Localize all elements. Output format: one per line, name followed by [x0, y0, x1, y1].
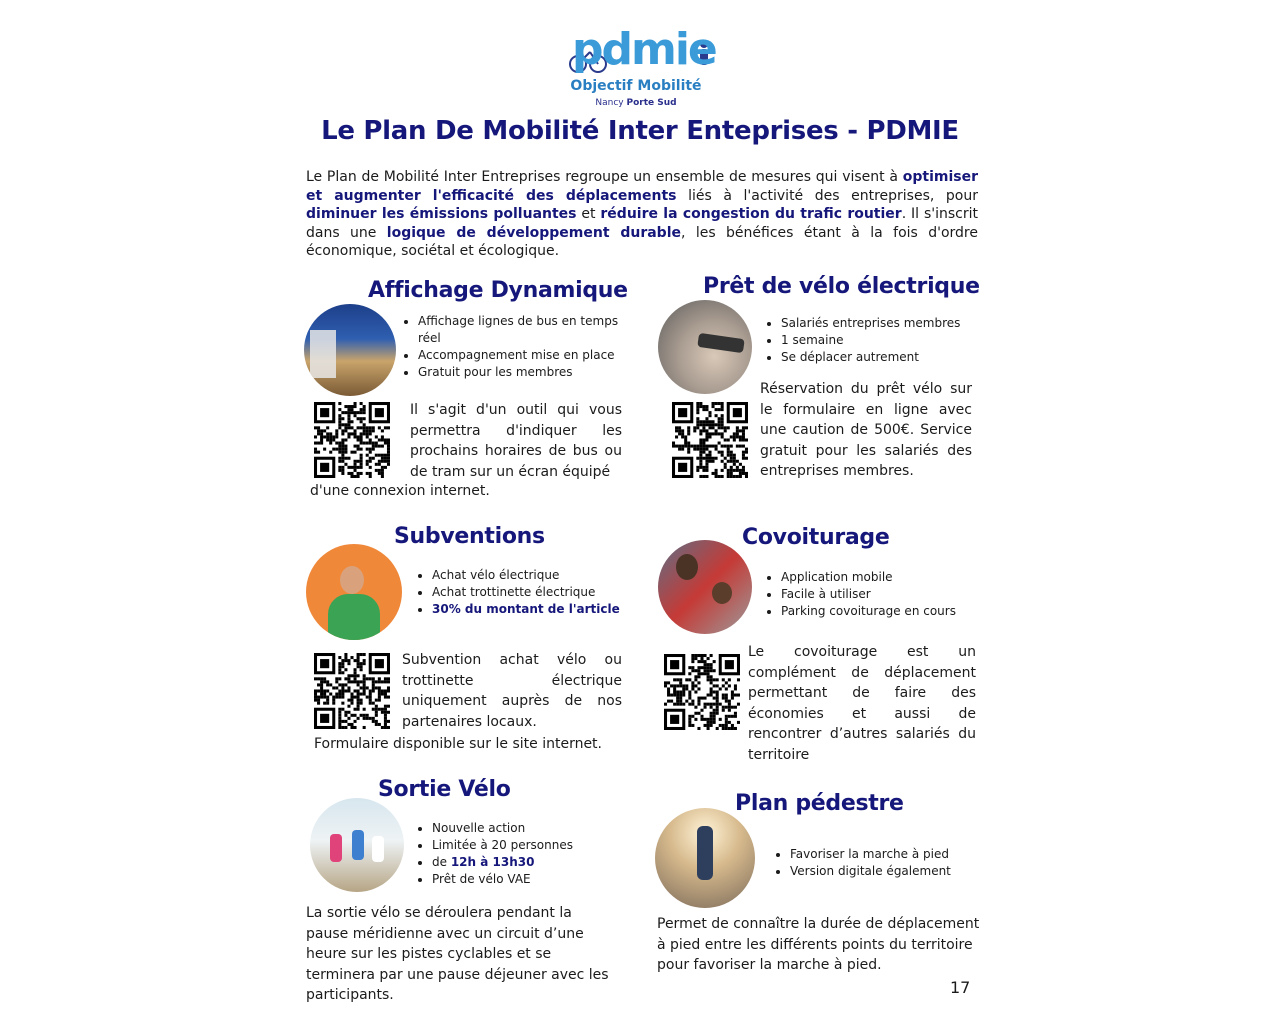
pret-velo-body: Réservation du prêt vélo sur le formulaire en ligne avec une caution de 500€. Service gratuit pour les salariés des entreprises membres.	[760, 381, 972, 479]
woman-with-money-photo	[306, 544, 402, 640]
list-item: • Application mobile	[781, 569, 991, 586]
sortie-velo-body: La sortie vélo se déroulera pendant la pause méridienne avec un circuit d’une heure sur les pistes cyclables et se terminera par une pause déjeuner avec les participants.	[306, 905, 609, 1003]
subventions-bullet-bold: 30% du montant de l'article	[432, 602, 620, 616]
list-item: • Parking covoiturage en cours	[781, 603, 991, 620]
affichage-body-tail: d'une connexion internet.	[310, 483, 490, 499]
page-number: 17	[950, 978, 971, 997]
qr-code-covoiturage[interactable]	[664, 654, 740, 730]
affichage-body: Il s'agit d'un outil qui vous permettra d'indiquer les prochains horaires de bus ou de tram sur un écran équipé	[410, 402, 622, 480]
qr-code-pret-velo[interactable]	[672, 402, 748, 478]
page-title: Le Plan De Mobilité Inter Enteprises - PDMIE	[321, 116, 959, 146]
plan-pedestre-body: Permet de connaître la durée de déplacement à pied entre les différents points du territoire pour favoriser la marche à pied.	[657, 916, 980, 973]
logo-location-prefix: Nancy	[595, 98, 624, 108]
section-title-affichage: Affichage Dynamique	[368, 278, 628, 303]
subventions-body-tail: Formulaire disponible sur le site internet.	[314, 736, 602, 752]
subventions-bullets	[416, 567, 652, 618]
list-item	[432, 601, 652, 618]
list-item: • Facile à utiliser	[781, 586, 991, 603]
intro-bold-2: diminuer les émissions polluantes	[306, 206, 577, 222]
intro-text-2: liés à l'activité des entreprises, pour	[676, 187, 978, 204]
list-item: • Version digitale également	[790, 863, 1000, 880]
list-item: • Salariés entreprises membres	[781, 315, 991, 332]
section-title-covoiturage: Covoiturage	[742, 525, 890, 550]
bus-display-photo	[304, 304, 396, 396]
list-item: • Favoriser la marche à pied	[790, 846, 1000, 863]
list-item: • 1 semaine	[781, 332, 991, 349]
sortie-velo-bullets	[416, 820, 652, 888]
pdmie-logo	[560, 22, 720, 122]
sortie-velo-bullet3-bold: 12h à 13h30	[450, 855, 535, 869]
covoiturage-bullets	[765, 569, 991, 620]
qr-code-affichage[interactable]	[314, 402, 390, 478]
subventions-body: Subvention achat vélo ou trottinette électrique uniquement auprès de nos partenaires locaux.	[402, 652, 622, 730]
carpool-photo	[658, 540, 752, 634]
intro-text-5: , les bénéfices étant à la fois d'ordre économique, sociétal et écologique.	[306, 224, 978, 259]
walking-person-photo	[655, 808, 755, 908]
intro-bold-1: optimiser et augmenter l'efficacité des déplacements	[306, 169, 978, 204]
cyclists-photo	[310, 798, 404, 892]
list-item: • Achat trottinette électrique	[432, 584, 652, 601]
pret-velo-bullets	[765, 315, 991, 366]
section-title-subventions: Subventions	[394, 524, 545, 549]
list-item	[432, 854, 652, 871]
list-item: • Nouvelle action	[432, 820, 652, 837]
section-title-pret-velo: Prêt de vélo électrique	[703, 274, 980, 299]
intro-bold-3: réduire la congestion du trafic routier	[600, 206, 902, 222]
section-title-plan-pedestre: Plan pédestre	[735, 791, 904, 816]
intro-paragraph	[306, 168, 978, 261]
list-item: • Gratuit pour les membres	[418, 364, 638, 381]
intro-text-1: Le Plan de Mobilité Inter Entreprises regroupe un ensemble de mesures qui visent à	[306, 169, 903, 185]
section-title-sortie-velo: Sortie Vélo	[378, 777, 511, 802]
list-item: • Affichage lignes de bus en temps réel	[418, 313, 638, 347]
electric-bike-photo	[658, 300, 752, 394]
intro-text-3: et	[576, 206, 601, 222]
logo-tagline: Objectif Mobilité	[570, 78, 702, 94]
list-item: • Se déplacer autrement	[781, 349, 991, 366]
logo-location-bold: Porte Sud	[626, 98, 677, 108]
intro-bold-4: logique de développement durable	[386, 224, 681, 241]
list-item: • Prêt de vélo VAE	[432, 871, 652, 888]
intro-text-4: . Il s'inscrit dans une	[306, 206, 978, 241]
logo-location	[560, 98, 712, 108]
qr-code-subventions[interactable]	[314, 653, 390, 729]
plan-pedestre-bullets	[774, 846, 1000, 880]
sortie-velo-bullet3-prefix: de	[432, 855, 451, 869]
list-item: • Achat vélo électrique	[432, 567, 652, 584]
list-item: • Accompagnement mise en place	[418, 347, 638, 364]
affichage-bullets	[402, 313, 638, 381]
logo-wordmark: pdmie	[572, 24, 716, 75]
covoiturage-body: Le covoiturage est un complément de déplacement permettant de faire des économies et aussi de rencontrer d’autres salariés du territoire	[748, 644, 976, 763]
list-item: • Limitée à 20 personnes	[432, 837, 652, 854]
